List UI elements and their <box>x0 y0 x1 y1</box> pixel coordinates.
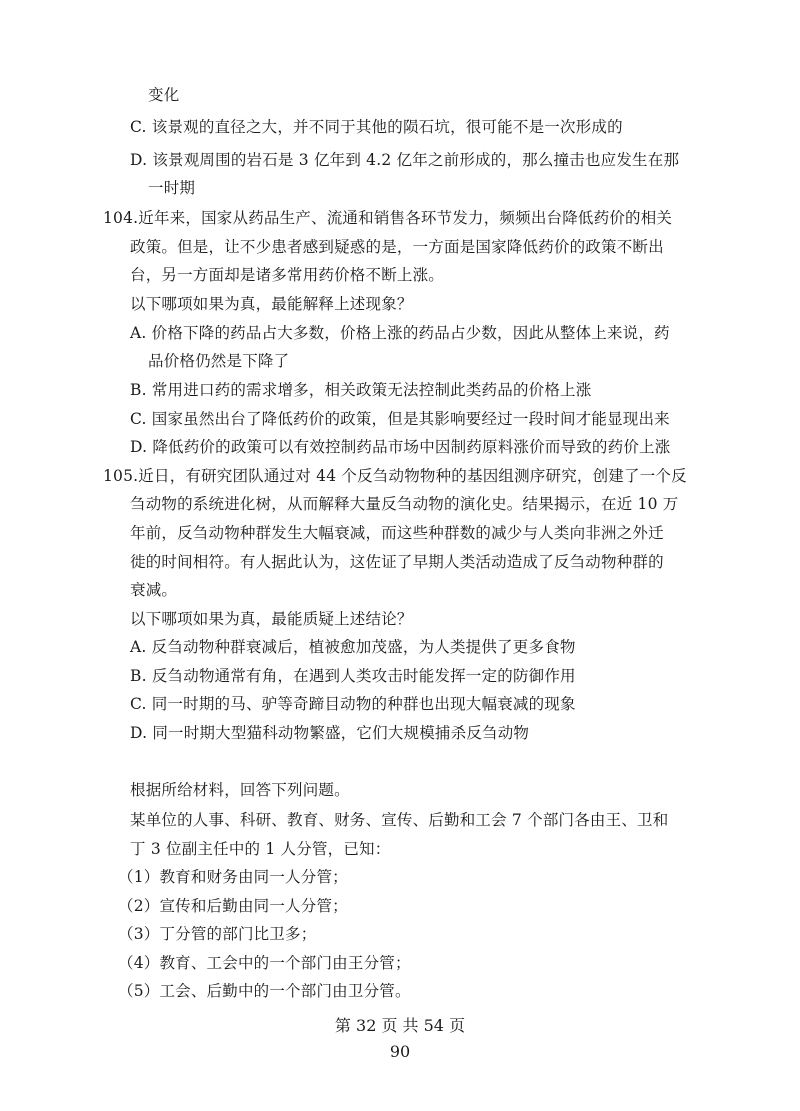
q104-option-b: B. 常用进口药的需求增多，相关政策无法控制此类药品的价格上涨 <box>130 381 592 399</box>
q104-option-c: C. 国家虽然出台了降低药价的政策，但是其影响要经过一段时间才能显现出来 <box>130 410 670 428</box>
material-paragraph-line1: 某单位的人事、科研、教育、财务、宣传、后勤和工会 7 个部门各由王、卫和 <box>130 811 669 829</box>
material-condition-2: （2）宣传和后勤由同一人分管； <box>118 897 348 915</box>
q105-option-d: D. 同一时期大型猫科动物繁盛，它们大规模捕杀反刍动物 <box>130 724 530 742</box>
q103-option-d-line1: D. 该景观周围的岩石是 3 亿年到 4.2 亿年之前形成的，那么撞击也应发生在那 <box>130 151 680 169</box>
q105-stem-line2: 刍动物的系统进化树，从而解释大量反刍动物的演化史。结果揭示，在近 10 万 <box>130 495 679 513</box>
material-intro: 根据所给材料，回答下列问题。 <box>130 781 350 799</box>
q105-prompt: 以下哪项如果为真，最能质疑上述结论？ <box>130 610 413 628</box>
page-info: 第 32 页 共 54 页 <box>334 1016 466 1035</box>
q105-option-c: C. 同一时期的马、驴等奇蹄目动物的种群也出现大幅衰减的现象 <box>130 695 576 713</box>
q103-continuation: 变化 <box>148 86 180 104</box>
q104-option-a-line2: 品价格仍然是下降了 <box>148 352 290 370</box>
q105-stem-line3: 年前，反刍动物种群发生大幅衰减，而这些种群数的减少与人类向非洲之外迁 <box>130 524 664 542</box>
page-number: 90 <box>389 1042 411 1061</box>
q104-prompt: 以下哪项如果为真，最能解释上述现象？ <box>130 295 413 313</box>
q105-option-a: A. 反刍动物种群衰减后，植被愈加茂盛，为人类提供了更多食物 <box>130 638 576 656</box>
q105-stem-line5: 衰减。 <box>130 581 178 599</box>
material-condition-1: （1）教育和财务由同一人分管； <box>118 868 348 886</box>
q104-option-d: D. 降低药价的政策可以有效控制药品市场中因制药原料涨价而导致的药价上涨 <box>130 438 671 456</box>
q103-option-d-line2: 一时期 <box>148 179 196 197</box>
material-condition-4: （4）教育、工会中的一个部门由王分管； <box>118 954 411 972</box>
material-condition-3: （3）丁分管的部门比卫多； <box>118 925 317 943</box>
q104-stem-line1: 104.近年来，国家从药品生产、流通和销售各环节发力，频频出台降低药价的相关 <box>103 209 673 227</box>
q104-stem-line3: 台，另一方面却是诸多常用药价格不断上涨。 <box>130 266 445 284</box>
q103-option-c: C. 该景观的直径之大，并不同于其他的陨石坑，很可能不是一次形成的 <box>130 118 623 136</box>
material-condition-5: （5）工会、后勤中的一个部门由卫分管。 <box>118 982 411 1000</box>
q105-stem-line1: 105.近日，有研究团队通过对 44 个反刍动物物种的基因组测序研究，创建了一个反 <box>103 467 687 485</box>
q105-stem-line4: 徙的时间相符。有人据此认为，这佐证了早期人类活动造成了反刍动物种群的 <box>130 553 664 571</box>
material-paragraph-line2: 丁 3 位副主任中的 1 人分管，已知： <box>130 840 391 858</box>
q104-stem-line2: 政策。但是，让不少患者感到疑惑的是，一方面是国家降低药价的政策不断出 <box>130 238 664 256</box>
q105-option-b: B. 反刍动物通常有角，在遇到人类攻击时能发挥一定的防御作用 <box>130 667 576 685</box>
q104-option-a-line1: A. 价格下降的药品占大多数，价格上涨的药品占少数，因此从整体上来说，药 <box>130 324 670 342</box>
